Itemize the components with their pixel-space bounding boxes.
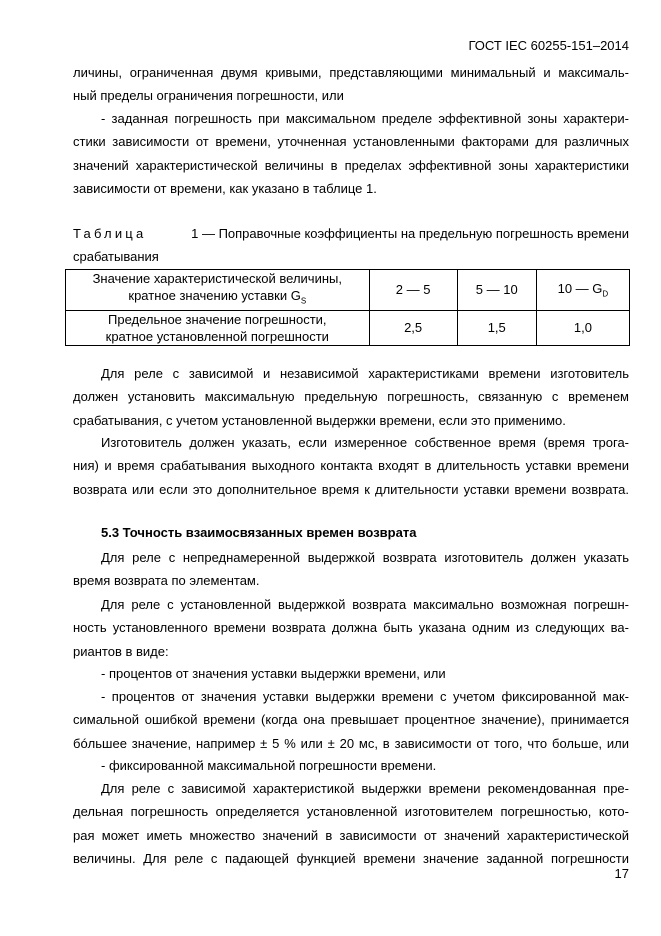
cell-text: 10 — G: [557, 281, 603, 296]
text-line: величины. Для реле с падающей функцией времени значение заданной погрешности: [73, 850, 629, 866]
table-cell: 1,0: [536, 310, 629, 345]
text-line: Для реле с зависимой и независимой характеристиками времени изготовитель: [101, 366, 629, 381]
table-cell: 1,5: [457, 310, 536, 345]
text-line: Для реле с зависимой характеристикой выдержки времени рекомендованная пре-: [101, 781, 629, 796]
text-line: - заданная погрешность при максимальном пределе эффективной зоны характери-: [101, 111, 629, 126]
text-line: - процентов от значения уставки выдержки времени, или: [101, 666, 446, 681]
bullet-percent: [73, 662, 629, 685]
text-line: - фиксированной максимальной погрешности времени.: [101, 758, 437, 773]
table-cell: [536, 270, 629, 311]
table-caption-text-continued: срабатывания: [73, 249, 159, 264]
intro-paragraph: [73, 61, 629, 108]
table-caption-label: Таблица: [73, 226, 147, 241]
para-dependent-delay: [73, 777, 629, 870]
section-title: 5.3 Точность взаимосвязанных времен возврата: [101, 525, 417, 540]
text-line: риантов в виде:: [73, 643, 169, 659]
text-line: Изготовитель должен указать, если измеренное собственное время (время трога-: [101, 435, 629, 450]
table-caption: [73, 222, 629, 268]
cell-text: кратное установленной погрешности: [105, 328, 329, 344]
text-line: ния) и время срабатывания выходного контакта входят в длительность уставки времени: [73, 458, 629, 474]
text-line: ность установленного времени возврата должна быть указана одним из следующих ва-: [73, 620, 629, 636]
bullet-specified-error: [73, 107, 629, 200]
table-row: [66, 310, 630, 345]
table-cell-header-label: [66, 270, 370, 311]
para-set-delay: [73, 593, 629, 663]
text-line: личины, ограниченная двумя кривыми, представляющими минимальный и максималь-: [73, 65, 629, 80]
cell-text: Значение характеристической величины,: [92, 271, 342, 286]
text-line: ный пределы ограничения погрешности, или: [73, 88, 344, 104]
text-line: рая может иметь множество значений в зависимости от значений характеристической: [73, 827, 629, 843]
table-cell: 5 — 10: [457, 270, 536, 311]
text-line: значений характеристической величины в пределах эффективной зоны характеристики: [73, 157, 629, 173]
table-cell: 2,5: [369, 310, 457, 345]
table-cell: 2 — 5: [369, 270, 457, 311]
table-caption-text: 1 — Поправочные коэффициенты на предельную погрешность времени: [191, 226, 629, 241]
text-line: срабатывания, с учетом установленной выдержки времени, если это применимо.: [73, 412, 566, 428]
text-line: стики зависимости от времени, уточненная установленными факторами для различных: [73, 134, 629, 150]
cell-text: кратное значению уставки G: [128, 288, 301, 303]
table-row: [66, 270, 630, 311]
text-line: зависимости от времени, как указано в таблице 1.: [73, 180, 377, 196]
document-header: ГОСТ IEC 60255-151–2014: [468, 38, 629, 53]
table-cell-value-label: [66, 310, 370, 345]
correction-factors-table: [65, 269, 630, 346]
text-line: дельная погрешность определяется установленной изготовителем погрешностью, кото-: [73, 804, 629, 820]
text-line: время возврата по элементам.: [73, 573, 260, 589]
cell-text: Предельное значение погрешности,: [108, 311, 327, 327]
text-line: симальной ошибкой времени (когда она превышает процентное значение), принимается: [73, 712, 629, 728]
para-unintended-delay: [73, 546, 629, 593]
text-line: бóльшее значение, например ± 5 % или ± 20 мс, в зависимости от того, что больше, или: [73, 735, 629, 751]
page-number: 17: [614, 866, 629, 881]
cell-subscript: D: [602, 289, 609, 299]
bullet-fixed: [73, 754, 629, 777]
bullet-percent-fixed: [73, 685, 629, 755]
text-line: Для реле с установленной выдержкой возврата максимально возможная погрешн-: [101, 597, 629, 612]
text-line: - процентов от значения уставки выдержки времени с учетом фиксированной мак-: [101, 689, 629, 704]
text-line: должен установить максимальную предельную погрешность, связанную с временем: [73, 389, 629, 405]
para-dependent-relays: [73, 362, 629, 432]
para-manufacturer: [73, 431, 629, 501]
cell-subscript: S: [300, 296, 307, 306]
text-line: возврата или если это дополнительное время к длительности уставки времени возврата.: [73, 481, 629, 497]
text-line: Для реле с непреднамеренной выдержкой возврата изготовитель должен указать: [101, 550, 629, 565]
